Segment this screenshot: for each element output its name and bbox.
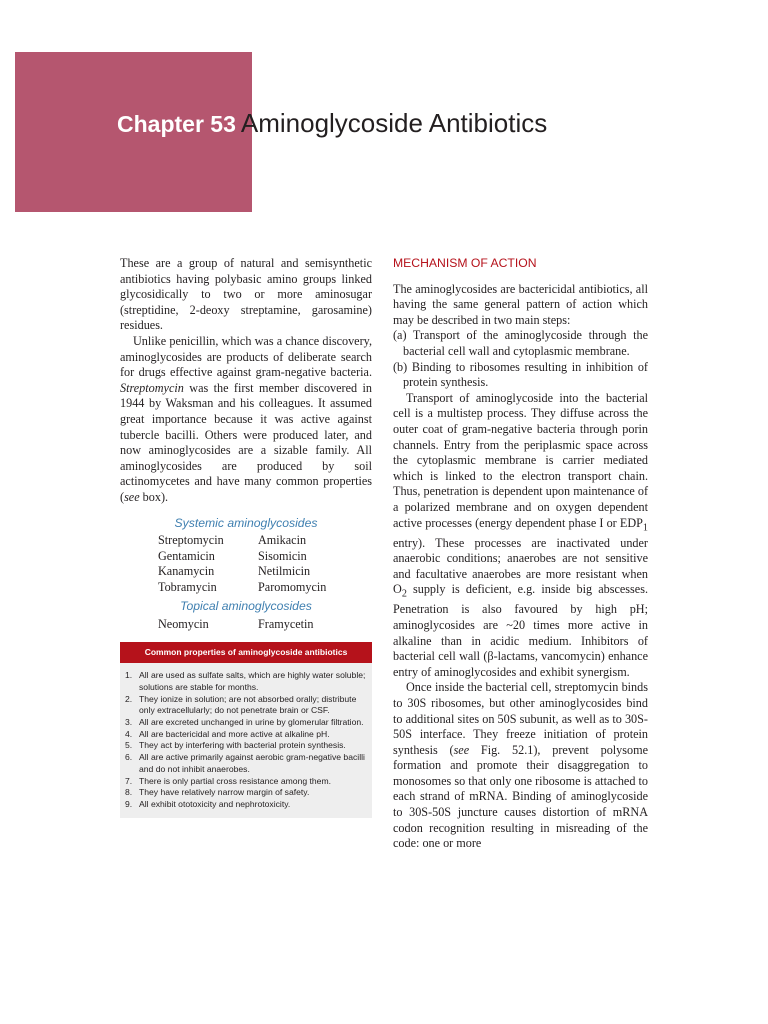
- systemic-drug-list: [158, 533, 372, 595]
- moa-paragraph-1: The aminoglycosides are bactericidal antibiotics, all having the same general pattern of action which may be described in two main steps:: [393, 281, 648, 327]
- list-item: 7. There is only partial cross resistance among them.: [125, 775, 332, 786]
- moa-paragraph-2: Transport of aminoglycoside into the bacterial cell is a multistep process. They diffuse across the outer coat of gram-negative bacteria through porin channels. Entry from the periplasmic space across the cytoplasmic membrane is carrier mediated which is linked to the electron transport chain. Thus, penetration is dependent upon maintenance of a polarized membrane and on oxygen dependent active processes (energy dependent phase I or $EDP_1$ entry). These processes are inactivated under anaerobic conditions; anaerobes are not sensitive and facultative anaerobes are more resistant when $O_2$ supply is deficient, e.g. inside big abscesses. Penetration is also favoured by high pH; aminoglycosides are ~20 times more active in alkaline than in acidic medium. Inhibitors of bacterial cell wall (β-lactams, vancomycin) enhance entry of aminoglycosides and exhibit synergism.: [393, 390, 648, 679]
- list-item: 1. All are used as sulfate salts, which are highly water soluble; solutions are stable for months.: [125, 670, 366, 692]
- chapter-label: Chapter 53: [117, 111, 236, 137]
- intro-paragraph-1: These are a group of natural and semisynthetic antibiotics having polybasic amino groups linked glycosidically to two or more aminosugar (streptidine, 2-deoxy streptamine, garosamine) residues.: [120, 256, 372, 333]
- chapter-heading: [117, 108, 547, 139]
- systemic-heading: Systemic aminoglycosides: [174, 515, 318, 530]
- common-properties-box: [120, 642, 372, 818]
- drug-name: Paromomycin: [258, 579, 327, 594]
- list-item: 3. All are excreted unchanged in urine by glomerular filtration.: [125, 717, 364, 728]
- list-item: 5. They act by interfering with bacterial protein synthesis.: [125, 740, 346, 751]
- left-column: [120, 256, 372, 818]
- moa-paragraph-3: Once inside the bacterial cell, streptomycin binds to 30S ribosomes, but other aminoglycosides bind to additional sites on 50S subunit, as well as to 30S-50S interface. They freeze initiation of protein synthesis (see Fig. 52.1), prevent polysome formation and promote their disaggregation to monosomes so that only one ribosome is attached to each strand of mRNA. Binding of aminoglycoside to 30S-50S juncture causes distortion of mRNA codon recognition resulting in misreading of the code: one or more: [393, 680, 649, 851]
- drug-name: Framycetin: [258, 617, 314, 632]
- chapter-title: Aminoglycoside Antibiotics: [240, 108, 548, 138]
- drug-name: Neomycin: [158, 617, 209, 632]
- list-item: 8. They have relatively narrow margin of safety.: [125, 787, 310, 798]
- section-heading: MECHANISM OF ACTION: [393, 256, 537, 270]
- list-item: 2. They ionize in solution; are not absorbed orally; distribute only extracellularly; do not penetrate brain or CSF.: [125, 693, 357, 716]
- drug-name: Netilmicin: [258, 564, 311, 579]
- properties-list: [120, 670, 372, 810]
- moa-step-a: (a) Transport of the aminoglycoside through the bacterial cell wall and cytoplasmic membrane.: [393, 328, 648, 358]
- drug-name: Streptomycin: [158, 533, 224, 548]
- topical-drug-list: [158, 617, 372, 633]
- list-item: 4. All are bactericidal and more active at alkaline pH.: [125, 728, 330, 739]
- topical-heading: Topical aminoglycosides: [180, 599, 312, 614]
- intro-paragraph-2: Unlike penicillin, which was a chance discovery, aminoglycosides are products of deliberate search for drugs effective against gram-negative bacteria. Streptomycin was the first member discovered in 1944 by Waksman and his colleagues. It assumed great importance because it was active against tubercle bacilli. Others were produced later, and now aminoglycosides are a sizable family. All aminoglycosides are produced by soil actinomycetes and have many common properties (see box).: [120, 333, 372, 504]
- list-item: 6. All are active primarily against aerobic gram-negative bacilli and do not inhibit anaerobes.: [125, 752, 365, 774]
- box-title: Common properties of aminoglycoside antibiotics: [120, 642, 372, 664]
- drug-name: Tobramycin: [158, 579, 217, 594]
- moa-step-b: (b) Binding to ribosomes resulting in inhibition of protein synthesis.: [393, 359, 648, 390]
- right-column: [393, 256, 648, 852]
- list-item: 9. All exhibit ototoxicity and nephrotoxicity.: [125, 798, 291, 809]
- drug-name: Kanamycin: [158, 564, 215, 579]
- drug-name: Sisomicin: [258, 548, 307, 563]
- drug-name: Gentamicin: [158, 548, 215, 563]
- drug-name: Amikacin: [258, 533, 307, 548]
